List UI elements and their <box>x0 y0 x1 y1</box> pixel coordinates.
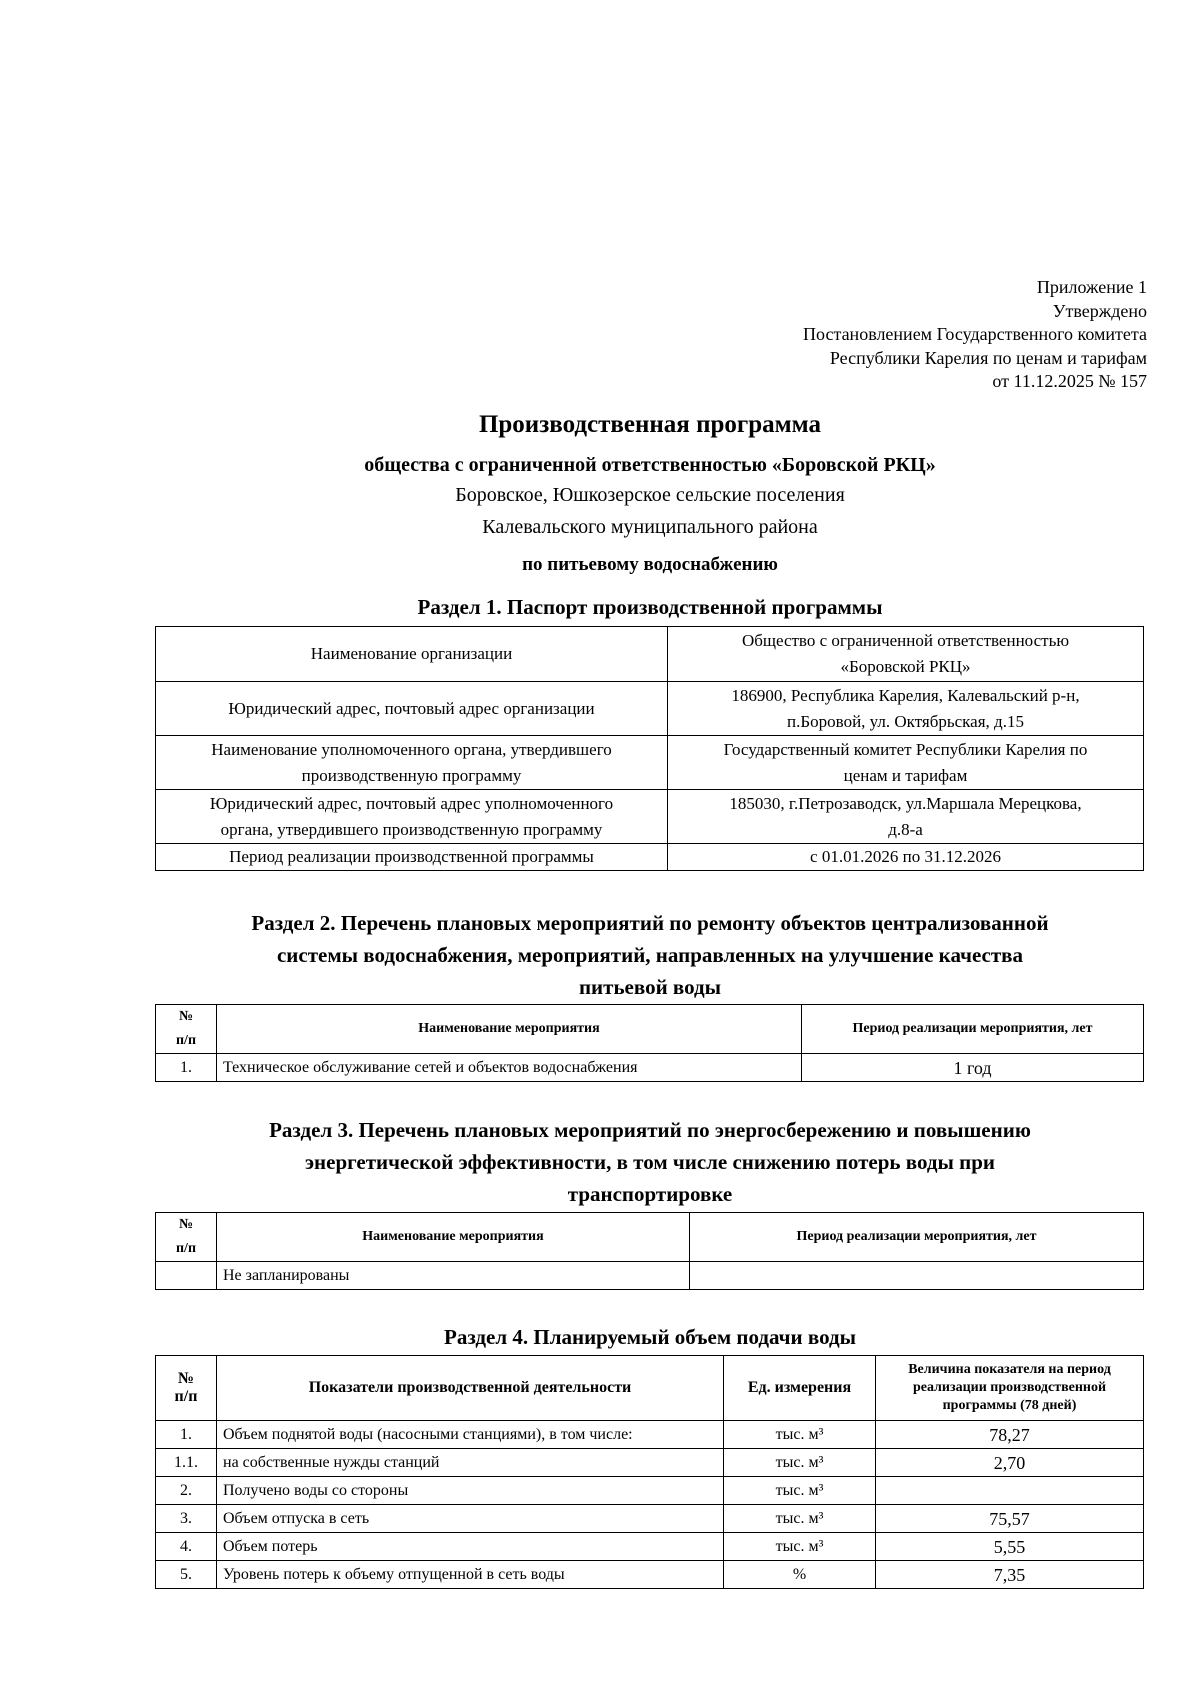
col-indicator-header: Показатели производственной деятельности <box>217 1356 724 1421</box>
region-line: Калевальского муниципального района <box>482 516 818 538</box>
table-row <box>156 1505 1144 1533</box>
col-value-header <box>876 1356 1144 1421</box>
indicator-name: Уровень потерь к объему отпущенной в сеть воды <box>217 1561 724 1589</box>
passport-value <box>668 844 1144 871</box>
row-num: 5. <box>156 1561 217 1589</box>
cell-line: Наименование уполномоченного органа, утвердившего <box>211 739 612 759</box>
indicator-value: 75,57 <box>876 1505 1144 1533</box>
indicator-name: Получено воды со стороны <box>217 1477 724 1505</box>
header-line: № <box>178 1217 194 1232</box>
cell-line: ценам и тарифам <box>843 765 968 785</box>
header-line: п/п <box>175 1241 197 1256</box>
indicator-value <box>876 1477 1144 1505</box>
cell-line: «Боровской РКЦ» <box>840 657 971 676</box>
header-line: п/п <box>174 1388 198 1405</box>
approval-stamp <box>803 276 1147 394</box>
cell-line: производственную программу <box>301 765 522 785</box>
title-line: Раздел 3. Перечень плановых мероприятий по энергосбережению и повышению <box>269 1118 1031 1142</box>
cell-line: Государственный комитет Республики Карелия по <box>723 739 1088 759</box>
program-subject: по питьевому водоснабжению <box>522 554 778 575</box>
approval-line: Постановлением Государственного комитета <box>803 324 1147 344</box>
title-line: транспортировке <box>567 1182 733 1206</box>
table-row <box>156 627 1144 682</box>
passport-label <box>156 790 668 844</box>
cell-line: Наименование организации <box>310 644 513 663</box>
passport-label <box>156 682 668 736</box>
approval-line: Приложение 1 <box>1036 277 1147 297</box>
table-row <box>156 1533 1144 1561</box>
unit: тыс. м³ <box>724 1421 876 1449</box>
cell-line: с 01.01.2026 по 31.12.2026 <box>810 847 1001 866</box>
measure-period <box>690 1262 1144 1290</box>
passport-label <box>156 844 668 871</box>
cell-line: Юридический адрес, почтовый адрес организации <box>228 698 595 718</box>
col-name-header: Наименование мероприятия <box>217 1005 802 1054</box>
table-header-row <box>156 1356 1144 1421</box>
table-row <box>156 790 1144 844</box>
cell-line: п.Боровой, ул. Октябрьская, д.15 <box>787 711 1024 731</box>
cell-line: Период реализации производственной программы <box>229 847 594 866</box>
indicator-name: Объем потерь <box>217 1533 724 1561</box>
measure-name: Не запланированы <box>217 1262 690 1290</box>
measure-name: Техническое обслуживание сетей и объектов водоснабжения <box>217 1054 802 1082</box>
measure-period: 1 год <box>802 1054 1144 1082</box>
indicator-value: 5,55 <box>876 1533 1144 1561</box>
col-name-header: Наименование мероприятия <box>217 1213 690 1262</box>
title-line: Раздел 2. Перечень плановых мероприятий по ремонту объектов централизованной <box>251 911 1049 935</box>
row-num: 3. <box>156 1505 217 1533</box>
col-period-header: Период реализации мероприятия, лет <box>802 1005 1144 1054</box>
header-line: № <box>177 1370 195 1387</box>
section4-title: Раздел 4. Планируемый объем подачи воды <box>444 1325 856 1349</box>
table-row <box>156 1054 1144 1082</box>
passport-label <box>156 627 668 682</box>
passport-table <box>155 626 1144 871</box>
title-line: системы водоснабжения, мероприятий, направленных на улучшение качества <box>276 943 1024 967</box>
region-line: Боровское, Юшкозерское сельские поселения <box>455 484 845 506</box>
col-unit-header: Ед. измерения <box>724 1356 876 1421</box>
table-row <box>156 1561 1144 1589</box>
table-header-row <box>156 1213 1144 1262</box>
row-num: 4. <box>156 1533 217 1561</box>
table-row <box>156 844 1144 871</box>
indicator-name: Объем поднятой воды (насосными станциями), в том числе: <box>217 1421 724 1449</box>
indicator-value: 78,27 <box>876 1421 1144 1449</box>
section2-title <box>0 907 1200 1003</box>
unit: тыс. м³ <box>724 1505 876 1533</box>
indicator-value: 7,35 <box>876 1561 1144 1589</box>
approval-line: Утверждено <box>1052 300 1147 321</box>
approval-line: от 11.12.2025 № 157 <box>992 371 1147 391</box>
cell-line: 186900, Республика Карелия, Калевальский р-н, <box>731 685 1080 705</box>
cell-line: Юридический адрес, почтовый адрес уполномоченного <box>209 793 614 813</box>
header-line: реализации производственной <box>912 1380 1107 1395</box>
unit: % <box>724 1561 876 1589</box>
passport-value <box>668 682 1144 736</box>
passport-value <box>668 736 1144 790</box>
indicator-name: Объем отпуска в сеть <box>217 1505 724 1533</box>
row-num: 1.1. <box>156 1449 217 1477</box>
row-num <box>156 1262 217 1290</box>
table-row <box>156 1262 1144 1290</box>
col-num-header <box>156 1213 217 1262</box>
row-num: 1. <box>156 1054 217 1082</box>
approval-line: Республики Карелия по ценам и тарифам <box>829 347 1147 368</box>
header-line: № <box>178 1009 194 1024</box>
title-line: питьевой воды <box>578 975 722 999</box>
passport-value <box>668 790 1144 844</box>
section1-title: Раздел 1. Паспорт производственной программы <box>417 595 883 619</box>
passport-value <box>668 627 1144 682</box>
table-header-row <box>156 1005 1144 1054</box>
repair-measures-table <box>155 1004 1144 1082</box>
header-line: Величина показателя на период <box>908 1362 1111 1377</box>
table-row <box>156 1477 1144 1505</box>
table-row <box>156 682 1144 736</box>
cell-line: органа, утвердившего производственную программу <box>220 819 603 839</box>
cell-line: 185030, г.Петрозаводск, ул.Маршала Мерецкова, <box>729 793 1082 813</box>
indicator-name: на собственные нужды станций <box>217 1449 724 1477</box>
energy-measures-table <box>155 1212 1144 1290</box>
cell-line: Общество с ограниченной ответственностью <box>741 631 1070 650</box>
row-num: 1. <box>156 1421 217 1449</box>
col-num-header <box>156 1356 217 1421</box>
title-block <box>0 408 1200 579</box>
table-row <box>156 736 1144 790</box>
organization-name: общества с ограниченной ответственностью «Боровской РКЦ» <box>364 454 936 476</box>
col-period-header: Период реализации мероприятия, лет <box>690 1213 1144 1262</box>
table-row <box>156 1421 1144 1449</box>
section3-title <box>0 1114 1200 1210</box>
col-num-header <box>156 1005 217 1054</box>
header-line: программы (78 дней) <box>942 1398 1077 1413</box>
unit: тыс. м³ <box>724 1449 876 1477</box>
cell-line: д.8-а <box>888 819 923 839</box>
table-row <box>156 1449 1144 1477</box>
water-supply-table <box>155 1355 1144 1589</box>
header-line: п/п <box>175 1033 197 1048</box>
row-num: 2. <box>156 1477 217 1505</box>
passport-label <box>156 736 668 790</box>
unit: тыс. м³ <box>724 1477 876 1505</box>
document-title: Производственная программа <box>478 411 822 438</box>
unit: тыс. м³ <box>724 1533 876 1561</box>
indicator-value: 2,70 <box>876 1449 1144 1477</box>
title-line: энергетической эффективности, в том числе снижению потерь воды при <box>304 1150 996 1174</box>
